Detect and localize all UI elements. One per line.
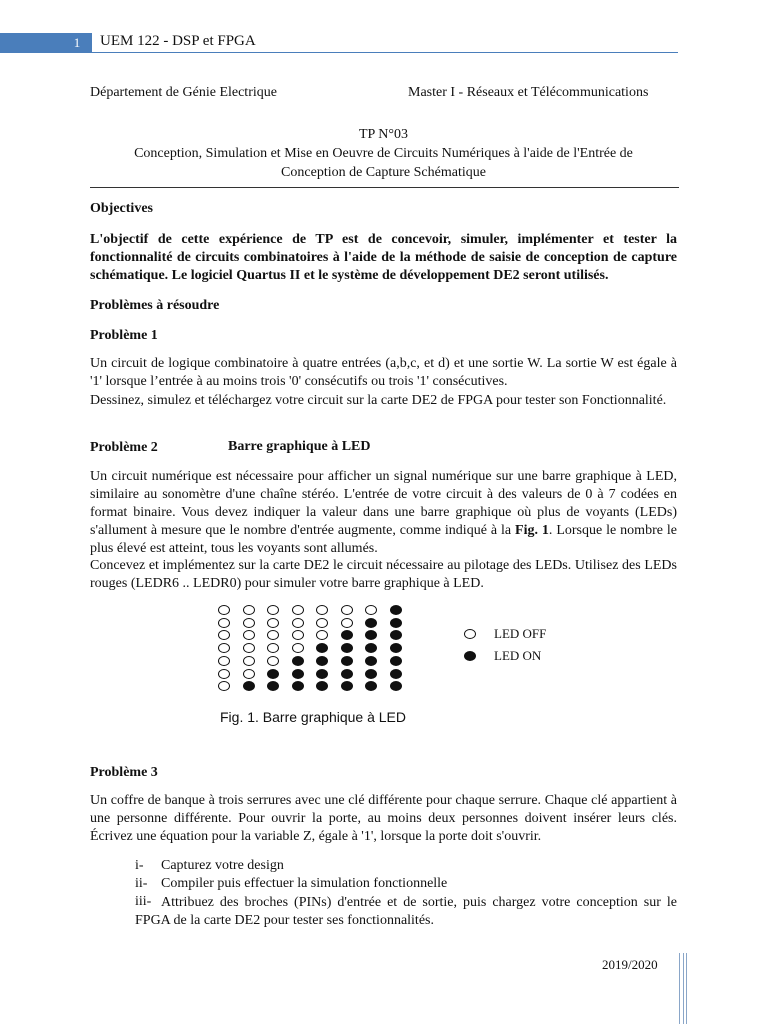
footer-rule — [679, 953, 680, 1024]
led-off — [292, 618, 304, 628]
led-off — [365, 605, 377, 615]
legend-led-on — [464, 651, 476, 661]
led-on — [267, 669, 279, 679]
problem1-text2: Dessinez, simulez et téléchargez votre circuit sur la carte DE2 de FPGA pour tester son Fonctionnalité. — [90, 393, 667, 408]
led-on — [341, 630, 353, 640]
led-on — [390, 643, 402, 653]
led-off — [292, 630, 304, 640]
tp-title-line2: Conception de Capture Schématique — [281, 165, 486, 180]
problem3-heading: Problème 3 — [90, 765, 158, 780]
problems-heading: Problèmes à résoudre — [90, 298, 220, 313]
footer-rule — [686, 953, 687, 1024]
led-on — [390, 669, 402, 679]
legend-led-off — [464, 629, 476, 639]
footer-rule — [683, 953, 684, 1024]
led-on — [365, 656, 377, 666]
led-off — [243, 630, 255, 640]
led-off — [218, 669, 230, 679]
led-off — [316, 605, 328, 615]
problem1-text1: Un circuit de logique combinatoire à quatre entrées (a,b,c, et d) et une sortie W. La sortie W est égale à '1' lorsque l’entrée à au moins trois '0' consécutifs ou trois '1' consécutives. — [90, 356, 677, 389]
led-off — [218, 681, 230, 691]
led-off — [267, 618, 279, 628]
problem2-subtitle: Barre graphique à LED — [228, 439, 371, 454]
led-on — [267, 681, 279, 691]
list-item: Capturez votre design — [161, 858, 284, 873]
led-on — [341, 669, 353, 679]
led-on — [390, 656, 402, 666]
page-number: 1 — [73, 35, 81, 50]
objectives-text: L'objectif de cette expérience de TP est de concevoir, simuler, implémenter et tester la fonctionnalité de circuits combinatoires à l'aide de la méthode de saisie de conception de capture schématique. Le logiciel Quartus II et le système de développement DE2 seront utilisés. — [90, 232, 677, 283]
led-off — [218, 656, 230, 666]
led-on — [365, 681, 377, 691]
led-off — [267, 630, 279, 640]
figure-caption: Fig. 1. Barre graphique à LED — [220, 709, 406, 725]
led-off — [341, 605, 353, 615]
led-on — [390, 605, 402, 615]
item-marker: iii- — [135, 894, 152, 909]
item-marker: i- — [135, 858, 144, 873]
led-off — [292, 605, 304, 615]
footer-year: 2019/2020 — [602, 957, 658, 972]
led-on — [365, 618, 377, 628]
objectives-heading: Objectives — [90, 201, 153, 216]
led-on — [316, 643, 328, 653]
header-title: UEM 122 - DSP et FPGA — [100, 33, 256, 49]
led-on — [316, 681, 328, 691]
legend-off-label: LED OFF — [494, 626, 547, 641]
led-on — [341, 681, 353, 691]
legend-on-label: LED ON — [494, 648, 542, 663]
list-item: Compiler puis effectuer la simulation fonctionnelle — [161, 876, 448, 891]
led-off — [243, 605, 255, 615]
title-divider — [90, 187, 679, 188]
led-off — [243, 656, 255, 666]
led-off — [218, 630, 230, 640]
led-on — [243, 681, 255, 691]
led-off — [292, 643, 304, 653]
led-off — [341, 618, 353, 628]
led-on — [292, 669, 304, 679]
item-marker: ii- — [135, 876, 148, 891]
led-on — [365, 630, 377, 640]
led-off — [243, 618, 255, 628]
led-on — [365, 669, 377, 679]
led-off — [218, 605, 230, 615]
led-on — [316, 669, 328, 679]
led-on — [316, 656, 328, 666]
department-label: Département de Génie Electrique — [90, 85, 277, 100]
led-off — [243, 669, 255, 679]
problem2-heading: Problème 2 — [90, 440, 158, 455]
tp-number: TP N°03 — [358, 127, 409, 142]
led-off — [267, 656, 279, 666]
led-on — [365, 643, 377, 653]
led-on — [292, 681, 304, 691]
led-on — [390, 681, 402, 691]
header-rule — [92, 52, 678, 53]
led-on — [390, 618, 402, 628]
led-on — [341, 643, 353, 653]
fig-reference: Fig. 1 — [515, 523, 549, 538]
led-on — [292, 656, 304, 666]
led-off — [243, 643, 255, 653]
led-off — [316, 630, 328, 640]
problem1-heading: Problème 1 — [90, 328, 158, 343]
problem3-text: Un coffre de banque à trois serrures avec une clé différente pour chaque serrure. Chaque clé appartient à une personne différente. Pour ouvrir la porte, au moins deux personnes doivent insérer leurs clés. Écrivez une équation pour la variable Z, égale à '1', lorsque la porte doit s'ouvrir. — [90, 793, 677, 844]
led-off — [218, 618, 230, 628]
problem2-text1: Un circuit numérique est nécessaire pour afficher un signal numérique sur une barre graphique à LED, similaire au sonomètre d'une chaîne stéréo. L'entrée de votre circuit à des valeurs de 0 à 7 codées en format binaire. Vous devez indiquer la valeur dans une barre graphique où plus de voyants (LEDs) s'allument à mesure que le nombre d'entrée augmente, comme indiqué à la Fig. 1. Lorsque le nombre le plus élevé est atteint, tous les voyants sont allumés. — [90, 469, 677, 556]
led-off — [218, 643, 230, 653]
tp-title-line1: Conception, Simulation et Mise en Oeuvre de Circuits Numériques à l'aide de l'Entrée de — [134, 146, 633, 161]
led-off — [267, 643, 279, 653]
led-on — [341, 656, 353, 666]
problem2-text2: Concevez et implémentez sur la carte DE2 le circuit nécessaire au pilotage des LEDs. Utilisez des LEDs rouges (LEDR6 .. LEDR0) pour simuler votre barre graphique à LED. — [90, 558, 677, 591]
led-off — [316, 618, 328, 628]
led-on — [390, 630, 402, 640]
list-item: Attribuez des broches (PINs) d'entrée et de sortie, puis chargez votre conception sur le FPGA de la carte DE2 pour tester ses fonctionnalités. — [135, 895, 677, 928]
program-label: Master I - Réseaux et Télécommunications — [408, 85, 649, 100]
led-off — [267, 605, 279, 615]
